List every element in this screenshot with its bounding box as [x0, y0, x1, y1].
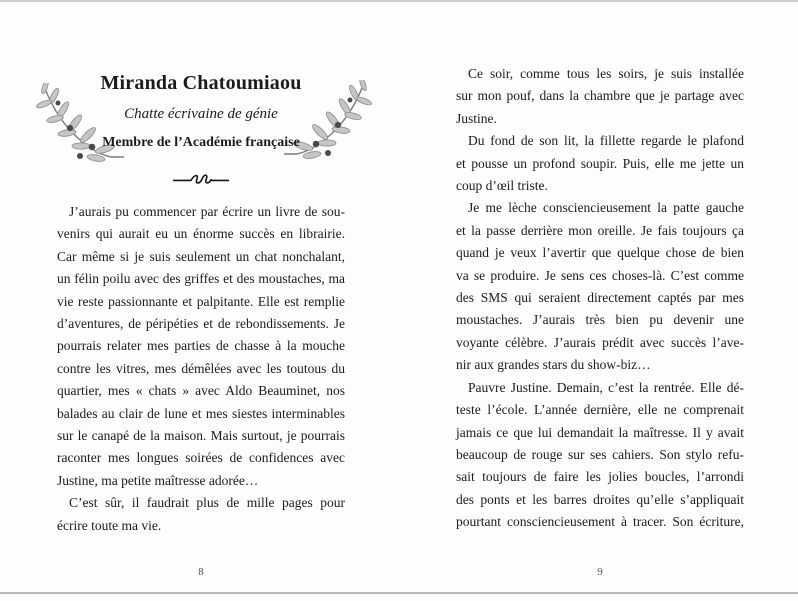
- text-line: jamais ce que lui demandait la maîtresse. Il y avait: [456, 424, 744, 440]
- page-left: [57, 0, 345, 601]
- text-line: quartier, mes « chats » avec Aldo Beauminet, nos: [57, 383, 345, 399]
- text-line: et pousse un profond soupir. Puis, elle me jette un: [456, 155, 744, 171]
- page-number-right: 9: [597, 566, 603, 578]
- text-line: pourtant consciencieusement à tracer. Son écriture,: [456, 514, 744, 530]
- author-membership: Membre de l’Académie française: [102, 135, 300, 150]
- text-line: sur le canapé de la maison. Mais surtout, je pourrais: [57, 428, 345, 444]
- text-line: va se produire. Je sens ces choses-là. C’est comme: [456, 267, 744, 283]
- paragraph: [456, 377, 744, 534]
- text-line: balades au clair de lune et mes siestes interminables: [57, 405, 345, 421]
- text-line: un félin poilu avec des griffes et des moustaches, ma: [57, 271, 345, 287]
- text-line: des ponts et les barres droites qu’elle s’appliquait: [456, 491, 744, 507]
- text-line: écrire toute ma vie.: [57, 517, 162, 533]
- text-line: venirs qui aurait eu un énorme succès en librairie.: [57, 226, 345, 242]
- rope-twist-divider-icon: [172, 172, 230, 191]
- text-line: quand je veux l’avertir que quelque chose de bien: [456, 245, 744, 261]
- paragraph: [456, 130, 744, 197]
- text-line: sait toujours de faire les jolies boucles, l’arrondi: [456, 469, 744, 485]
- paragraph: [57, 201, 345, 492]
- text-line: Je me lèche consciencieusement la patte gauche: [468, 200, 744, 216]
- body-text-left: [57, 201, 345, 537]
- author-name: Miranda Chatoumiaou: [100, 72, 302, 94]
- paragraph: [456, 197, 744, 376]
- page-number-left: 8: [198, 566, 204, 578]
- text-line: Pauvre Justine. Demain, c’est la rentrée. Elle dé-: [468, 379, 744, 395]
- text-line: pourrais relater mes parties de chasse à la mouche: [57, 338, 345, 354]
- text-line: moustaches. J’aurais très bien pu devenir une: [456, 312, 744, 328]
- text-line: et la passe derrière mon oreille. Je fais toujours ça: [456, 222, 744, 238]
- author-role: Chatte écrivaine de génie: [124, 106, 278, 122]
- page-right: [456, 0, 744, 601]
- text-line: raconter mes longues soirées de confidences avec: [57, 450, 345, 466]
- text-line: nir aux grandes stars du show-biz…: [456, 357, 651, 373]
- text-line: des SMS qui seraient directement captés par mes: [456, 290, 744, 306]
- text-line: teste l’école. L’année dernière, elle ne comprenait: [456, 402, 744, 418]
- text-line: voyante célèbre. J’aurais prédit avec succès l’ave-: [456, 334, 744, 350]
- text-line: Ce soir, comme tous les soirs, je suis installée: [468, 66, 744, 81]
- text-line: Du fond de son lit, la fillette regarde le plafond: [468, 133, 744, 149]
- text-line: sur mon pouf, dans la chambre que je partage avec: [456, 88, 744, 104]
- text-line: Justine.: [456, 110, 497, 126]
- text-line: vie reste passionnante et palpitante. Elle est remplie: [57, 293, 345, 309]
- paragraph: [456, 63, 744, 130]
- body-text-right: [456, 63, 744, 534]
- text-line: Justine, ma petite maîtresse adorée…: [57, 472, 259, 488]
- text-line: contre les vitres, mes démêlées avec les toutous du: [57, 360, 345, 376]
- text-line: beaucoup de rouge sur ses cahiers. Son stylo refu-: [456, 446, 744, 462]
- text-line: J’aurais pu commencer par écrire un livre de sou-: [69, 204, 345, 219]
- text-line: Car même si je suis seulement un chat nonchalant,: [57, 248, 345, 264]
- text-line: coup d’œil triste.: [456, 178, 548, 194]
- paragraph: [57, 492, 345, 537]
- text-line: C’est sûr, il faudrait plus de mille pages pour: [69, 495, 345, 511]
- text-line: d’aventures, de péripéties et de rebondissements. Je: [57, 316, 345, 332]
